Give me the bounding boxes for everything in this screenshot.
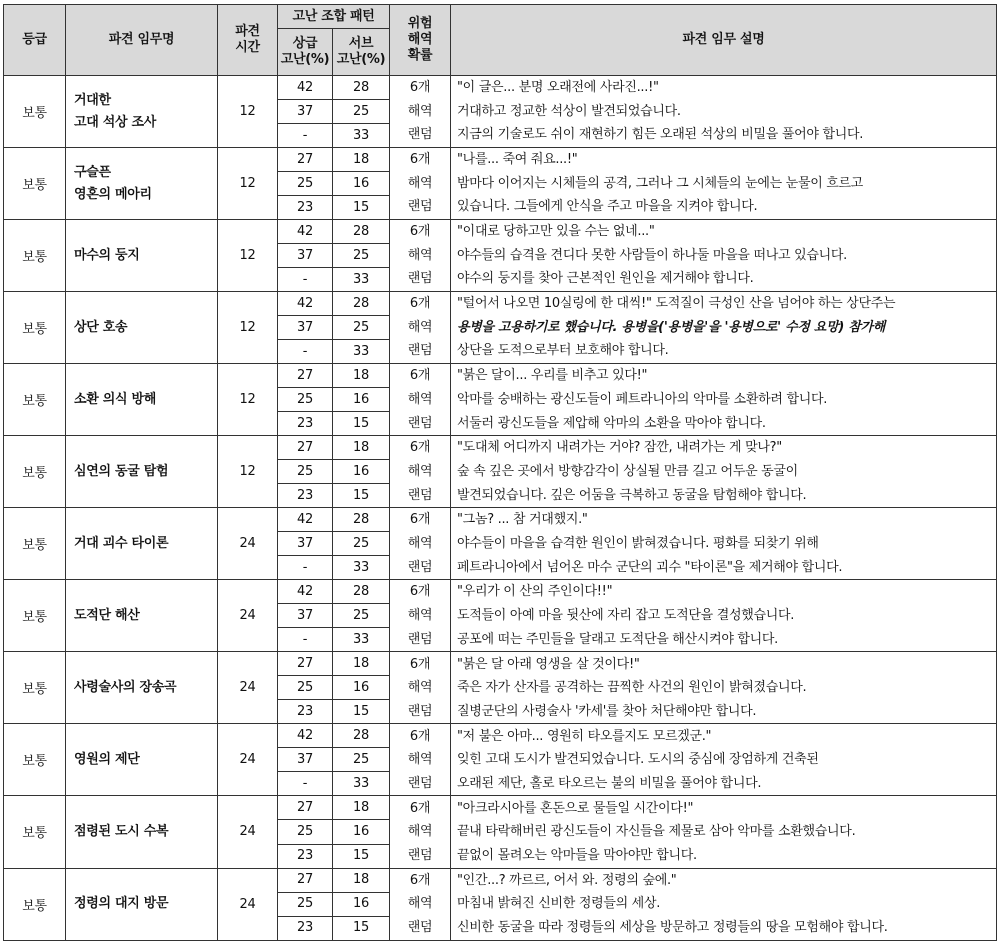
- table-row: [4, 652, 997, 676]
- mission-name-line: 상단 호송: [74, 319, 128, 335]
- mission-name: [66, 796, 218, 868]
- mission-name-line: 영원의 제단: [74, 751, 140, 767]
- mission-name-line: 소환 의식 방해: [74, 391, 156, 407]
- mission-name: [66, 220, 218, 292]
- description-line: 공포에 떠는 주민들을 달래고 도적단을 해산시켜야 합니다.: [457, 631, 779, 647]
- upper-hardship-value: 37: [278, 244, 333, 268]
- header-description: 파견 임무 설명: [451, 5, 997, 76]
- table-row: [4, 148, 997, 172]
- mission-name: [66, 76, 218, 148]
- mission-grade: 보통: [4, 580, 66, 652]
- sub-hardship-value: 18: [333, 148, 390, 172]
- risk-line: 해역: [407, 103, 433, 119]
- header-upper-bottom: 고난(%): [280, 52, 330, 67]
- upper-hardship-value: 23: [278, 484, 333, 508]
- mission-grade: 보통: [4, 724, 66, 796]
- sub-hardship-value: 33: [333, 628, 390, 652]
- header-dispatch-time: [218, 5, 278, 76]
- description-line: 야수들이 마을을 습격한 원인이 밝혀졌습니다. 평화를 되찾기 위해: [457, 536, 819, 551]
- sub-hardship-value: 25: [333, 748, 390, 772]
- header-pattern: 고난 조합 패턴: [278, 5, 390, 29]
- sub-hardship-value: 18: [333, 796, 390, 820]
- mission-name: [66, 148, 218, 220]
- mission-description: [451, 652, 997, 724]
- mission-grade: 보통: [4, 508, 66, 580]
- description-line: "털어서 나오면 10실링에 한 대씩!" 도적질이 극성인 산을 넘어야 하는 상단주는: [457, 296, 896, 312]
- risk-line: 랜덤: [407, 847, 433, 863]
- mission-name: [66, 868, 218, 940]
- mission-dispatch-time: 12: [218, 436, 278, 508]
- risk-line: 6개: [409, 656, 431, 672]
- upper-hardship-value: 42: [278, 292, 333, 316]
- description-line: "아크라시아를 혼돈으로 물들일 시간이다!": [457, 800, 694, 816]
- risk-probability: [390, 796, 451, 868]
- mission-grade: 보통: [4, 364, 66, 436]
- risk-probability: [390, 364, 451, 436]
- risk-line: 해역: [407, 536, 433, 551]
- upper-hardship-value: 42: [278, 220, 333, 244]
- sub-hardship-value: 25: [333, 532, 390, 556]
- risk-line: 랜덤: [407, 775, 433, 791]
- upper-hardship-value: 27: [278, 868, 333, 892]
- upper-hardship-value: 27: [278, 148, 333, 172]
- table-row: [4, 436, 997, 460]
- sub-hardship-value: 16: [333, 388, 390, 412]
- description-line: 끝없이 몰려오는 악마들을 막아야만 합니다.: [457, 847, 697, 863]
- sub-hardship-value: 15: [333, 484, 390, 508]
- risk-line: 랜덤: [407, 559, 433, 575]
- sub-hardship-value: 33: [333, 772, 390, 796]
- upper-hardship-value: 23: [278, 196, 333, 220]
- table-row: [4, 364, 997, 388]
- sub-hardship-value: 33: [333, 268, 390, 292]
- sub-hardship-value: 16: [333, 172, 390, 196]
- sub-hardship-value: 33: [333, 340, 390, 364]
- header-sub: [333, 29, 390, 76]
- risk-line: 해역: [407, 247, 433, 263]
- risk-line: 6개: [409, 224, 431, 240]
- mission-name-line: 거대한: [74, 92, 111, 108]
- description-line: "도대체 어디까지 내려가는 거야? 잠깐, 내려가는 게 맞나?": [457, 440, 782, 456]
- header-risk-2: 해역: [407, 32, 433, 47]
- upper-hardship-value: 25: [278, 388, 333, 412]
- mission-dispatch-time: 12: [218, 292, 278, 364]
- sub-hardship-value: 28: [333, 76, 390, 100]
- description-line: "이 글은... 분명 오래전에 사라진...!": [457, 80, 659, 96]
- mission-description: [451, 364, 997, 436]
- risk-line: 6개: [409, 728, 431, 744]
- table-row: [4, 580, 997, 604]
- mission-grade: 보통: [4, 76, 66, 148]
- description-line: 숲 속 깊은 곳에서 방향감각이 상실될 만큼 길고 어두운 동굴이: [457, 463, 798, 479]
- risk-line: 6개: [409, 584, 431, 600]
- upper-hardship-value: 25: [278, 892, 333, 916]
- mission-grade: 보통: [4, 868, 66, 940]
- mission-description: [451, 796, 997, 868]
- upper-hardship-value: -: [278, 556, 333, 580]
- sub-hardship-value: 16: [333, 892, 390, 916]
- table-row: [4, 292, 997, 316]
- mission-table-container: [3, 4, 996, 941]
- mission-name: [66, 292, 218, 364]
- upper-hardship-value: -: [278, 628, 333, 652]
- sub-hardship-value: 33: [333, 124, 390, 148]
- sub-hardship-value: 16: [333, 460, 390, 484]
- mission-grade: 보통: [4, 652, 66, 724]
- sub-hardship-value: 28: [333, 580, 390, 604]
- description-line: 도적들이 아예 마을 뒷산에 자리 잡고 도적단을 결성했습니다.: [457, 608, 795, 624]
- mission-name-line: 사령술사의 장송곡: [74, 679, 177, 695]
- description-line: 죽은 자가 산자를 공격하는 끔찍한 사건의 원인이 밝혀졌습니다.: [457, 680, 807, 696]
- mission-description: [451, 724, 997, 796]
- sub-hardship-value: 18: [333, 652, 390, 676]
- description-line: 야수들의 습격을 견디다 못한 사람들이 하나둘 마을을 떠나고 있습니다.: [457, 247, 847, 263]
- risk-line: 랜덤: [407, 631, 433, 647]
- header-risk-1: 위험: [407, 16, 433, 31]
- sub-hardship-value: 33: [333, 556, 390, 580]
- header-upper: [278, 29, 333, 76]
- risk-line: 랜덤: [407, 271, 433, 287]
- risk-probability: [390, 652, 451, 724]
- mission-description: [451, 868, 997, 940]
- description-line: "이대로 당하고만 있을 수는 없네...": [457, 224, 655, 240]
- header-risk-3: 확률: [407, 48, 433, 63]
- risk-line: 6개: [409, 296, 431, 312]
- sub-hardship-value: 28: [333, 724, 390, 748]
- mission-name-line: 점령된 도시 수복: [74, 823, 169, 839]
- mission-grade: 보통: [4, 148, 66, 220]
- upper-hardship-value: 25: [278, 460, 333, 484]
- mission-dispatch-time: 24: [218, 652, 278, 724]
- mission-name: [66, 508, 218, 580]
- description-line: 끝내 타락해버린 광신도들이 자신들을 제물로 삼아 악마를 소환했습니다.: [457, 824, 856, 840]
- upper-hardship-value: 23: [278, 700, 333, 724]
- header-sub-bottom: 고난(%): [336, 52, 386, 67]
- risk-line: 해역: [407, 319, 433, 335]
- risk-line: 해역: [407, 752, 433, 768]
- mission-name: [66, 652, 218, 724]
- upper-hardship-value: 42: [278, 724, 333, 748]
- sub-hardship-value: 16: [333, 820, 390, 844]
- upper-hardship-value: 42: [278, 76, 333, 100]
- sub-hardship-value: 18: [333, 436, 390, 460]
- risk-probability: [390, 868, 451, 940]
- risk-line: 랜덤: [407, 415, 433, 431]
- mission-description: [451, 580, 997, 652]
- risk-line: 해역: [407, 175, 433, 191]
- risk-line: 해역: [407, 391, 433, 407]
- sub-hardship-value: 18: [333, 364, 390, 388]
- header-time-bottom: 시간: [235, 40, 260, 55]
- description-line: 페트라니아에서 넘어온 마수 군단의 괴수 "타이론"을 제거해야 합니다.: [457, 559, 843, 575]
- sub-hardship-value: 18: [333, 868, 390, 892]
- upper-hardship-value: 37: [278, 532, 333, 556]
- description-line: 질병군단의 사령술사 '카세'를 찾아 처단해야만 합니다.: [457, 703, 757, 719]
- risk-line: 해역: [407, 463, 433, 479]
- risk-probability: [390, 508, 451, 580]
- sub-hardship-value: 15: [333, 700, 390, 724]
- upper-hardship-value: 25: [278, 676, 333, 700]
- description-line: 발견되었습니다. 깊은 어둠을 극복하고 동굴을 탐험해야 합니다.: [457, 487, 807, 503]
- description-line: "그놈? ... 참 거대했지.": [457, 512, 588, 528]
- mission-grade: 보통: [4, 436, 66, 508]
- mission-dispatch-time: 24: [218, 868, 278, 940]
- description-line: 잊힌 고대 도시가 발견되었습니다. 도시의 중심에 장엄하게 건축된: [457, 752, 819, 768]
- description-line: 지금의 기술로도 쉬이 재현하기 힘든 오래된 석상의 비밀을 풀어야 합니다.: [457, 127, 864, 143]
- description-line: "나를... 죽여 줘요...!": [457, 152, 578, 168]
- upper-hardship-value: 25: [278, 172, 333, 196]
- risk-probability: [390, 148, 451, 220]
- risk-line: 6개: [409, 80, 431, 96]
- upper-hardship-value: -: [278, 772, 333, 796]
- header-time-top: 파견: [235, 24, 260, 39]
- sub-hardship-value: 15: [333, 412, 390, 436]
- description-line: 야수의 둥지를 찾아 근본적인 원인을 제거해야 합니다.: [457, 271, 754, 287]
- upper-hardship-value: 23: [278, 844, 333, 868]
- mission-name-line: 고대 석상 조사: [74, 114, 156, 130]
- sub-hardship-value: 16: [333, 676, 390, 700]
- table-row: [4, 724, 997, 748]
- risk-probability: [390, 220, 451, 292]
- upper-hardship-value: 37: [278, 316, 333, 340]
- mission-dispatch-time: 24: [218, 508, 278, 580]
- description-line: 밤마다 이어지는 시체들의 공격, 그러나 그 시체들의 눈에는 눈물이 흐르고: [457, 175, 864, 191]
- mission-name-line: 구슬픈: [74, 164, 111, 180]
- header-sub-top: 서브: [348, 36, 374, 51]
- table-body: [4, 76, 997, 941]
- mission-name-line: 심연의 동굴 탐험: [74, 463, 169, 479]
- risk-line: 해역: [407, 680, 433, 696]
- description-line: "붉은 달이... 우리를 비추고 있다!": [457, 368, 648, 384]
- description-line: 상단을 도적으로부터 보호해야 합니다.: [457, 343, 669, 359]
- risk-probability: [390, 76, 451, 148]
- mission-grade: 보통: [4, 796, 66, 868]
- sub-hardship-value: 25: [333, 100, 390, 124]
- risk-line: 랜덤: [407, 703, 433, 719]
- mission-description: [451, 148, 997, 220]
- sub-hardship-value: 25: [333, 316, 390, 340]
- risk-probability: [390, 292, 451, 364]
- description-line: 오래된 제단, 홀로 타오르는 불의 비밀을 풀어야 합니다.: [457, 775, 762, 791]
- risk-line: 랜덤: [407, 127, 433, 143]
- sub-hardship-value: 15: [333, 916, 390, 940]
- upper-hardship-value: 23: [278, 916, 333, 940]
- mission-description: [451, 508, 997, 580]
- risk-line: 랜덤: [407, 199, 433, 215]
- risk-line: 6개: [409, 872, 431, 888]
- description-line: "저 불은 아마... 영원히 타오를지도 모르겠군.": [457, 728, 712, 744]
- header-grade: 등급: [4, 5, 66, 76]
- risk-line: 6개: [409, 512, 431, 528]
- description-line: 거대하고 정교한 석상이 발견되었습니다.: [457, 103, 681, 119]
- description-line: 서둘러 광신도들을 제압해 악마의 소환을 막아야 합니다.: [457, 415, 766, 431]
- mission-name-line: 거대 괴수 타이론: [74, 535, 169, 551]
- upper-hardship-value: 25: [278, 820, 333, 844]
- upper-hardship-value: -: [278, 268, 333, 292]
- description-line: 신비한 동굴을 따라 정령들의 세상을 방문하고 정령들의 땅을 모험해야 합니다.: [457, 920, 888, 936]
- risk-line: 해역: [407, 896, 433, 912]
- mission-dispatch-time: 12: [218, 76, 278, 148]
- mission-grade: 보통: [4, 220, 66, 292]
- mission-dispatch-time: 12: [218, 220, 278, 292]
- description-line: "우리가 이 산의 주인이다!!": [457, 584, 613, 600]
- upper-hardship-value: 27: [278, 796, 333, 820]
- sub-hardship-value: 25: [333, 244, 390, 268]
- table-row: [4, 220, 997, 244]
- sub-hardship-value: 15: [333, 196, 390, 220]
- table-row: [4, 796, 997, 820]
- mission-description: [451, 220, 997, 292]
- risk-line: 해역: [407, 608, 433, 624]
- header-mission-name: 파견 임무명: [66, 5, 218, 76]
- mission-name-line: 정령의 대지 방문: [74, 896, 169, 912]
- mission-dispatch-time: 24: [218, 724, 278, 796]
- risk-probability: [390, 436, 451, 508]
- mission-name: [66, 436, 218, 508]
- dispatch-mission-table: [3, 4, 997, 941]
- description-line: "붉은 달 아래 영생을 살 것이다!": [457, 656, 640, 672]
- description-line: 악마를 숭배하는 광신도들이 페트라니아의 악마를 소환하려 합니다.: [457, 391, 828, 407]
- description-line: 마침내 밝혀진 신비한 정령들의 세상.: [457, 896, 661, 912]
- mission-dispatch-time: 24: [218, 580, 278, 652]
- risk-line: 해역: [407, 824, 433, 840]
- upper-hardship-value: 27: [278, 364, 333, 388]
- header-risk: [390, 5, 451, 76]
- mission-name-line: 도적단 해산: [74, 607, 140, 623]
- sub-hardship-value: 15: [333, 844, 390, 868]
- description-line: "인간...? 까르르, 어서 와. 정령의 숲에.": [457, 872, 677, 888]
- mission-description: [451, 436, 997, 508]
- mission-name: [66, 364, 218, 436]
- mission-name: [66, 724, 218, 796]
- mission-dispatch-time: 12: [218, 148, 278, 220]
- sub-hardship-value: 28: [333, 508, 390, 532]
- description-line: 있습니다. 그들에게 안식을 주고 마을을 지켜야 합니다.: [457, 199, 758, 215]
- table-header: [4, 5, 997, 76]
- upper-hardship-value: 27: [278, 652, 333, 676]
- risk-line: 6개: [409, 368, 431, 384]
- risk-probability: [390, 724, 451, 796]
- risk-line: 랜덤: [407, 920, 433, 936]
- mission-dispatch-time: 24: [218, 796, 278, 868]
- upper-hardship-value: 42: [278, 508, 333, 532]
- upper-hardship-value: 37: [278, 604, 333, 628]
- mission-name-line: 영혼의 메아리: [74, 186, 152, 202]
- header-upper-top: 상급: [292, 36, 318, 51]
- mission-grade: 보통: [4, 292, 66, 364]
- upper-hardship-value: 37: [278, 748, 333, 772]
- risk-line: 랜덤: [407, 343, 433, 359]
- risk-line: 랜덤: [407, 487, 433, 503]
- table-row: [4, 508, 997, 532]
- table-row: [4, 76, 997, 100]
- upper-hardship-value: 27: [278, 436, 333, 460]
- mission-dispatch-time: 12: [218, 364, 278, 436]
- risk-probability: [390, 580, 451, 652]
- risk-line: 6개: [409, 152, 431, 168]
- upper-hardship-value: 37: [278, 100, 333, 124]
- mission-name-line: 마수의 둥지: [74, 247, 140, 263]
- upper-hardship-value: -: [278, 124, 333, 148]
- risk-line: 6개: [409, 440, 431, 456]
- sub-hardship-value: 28: [333, 292, 390, 316]
- risk-line: 6개: [409, 800, 431, 816]
- upper-hardship-value: 42: [278, 580, 333, 604]
- sub-hardship-value: 28: [333, 220, 390, 244]
- mission-description: [451, 76, 997, 148]
- table-row: [4, 868, 997, 892]
- mission-description: [451, 292, 997, 364]
- upper-hardship-value: 23: [278, 412, 333, 436]
- upper-hardship-value: -: [278, 340, 333, 364]
- mission-name: [66, 580, 218, 652]
- description-line: 용병을 고용하기로 했습니다. 용병을('용병을'을 '용병으로' 수정 요망) 참가해: [457, 319, 885, 335]
- sub-hardship-value: 25: [333, 604, 390, 628]
